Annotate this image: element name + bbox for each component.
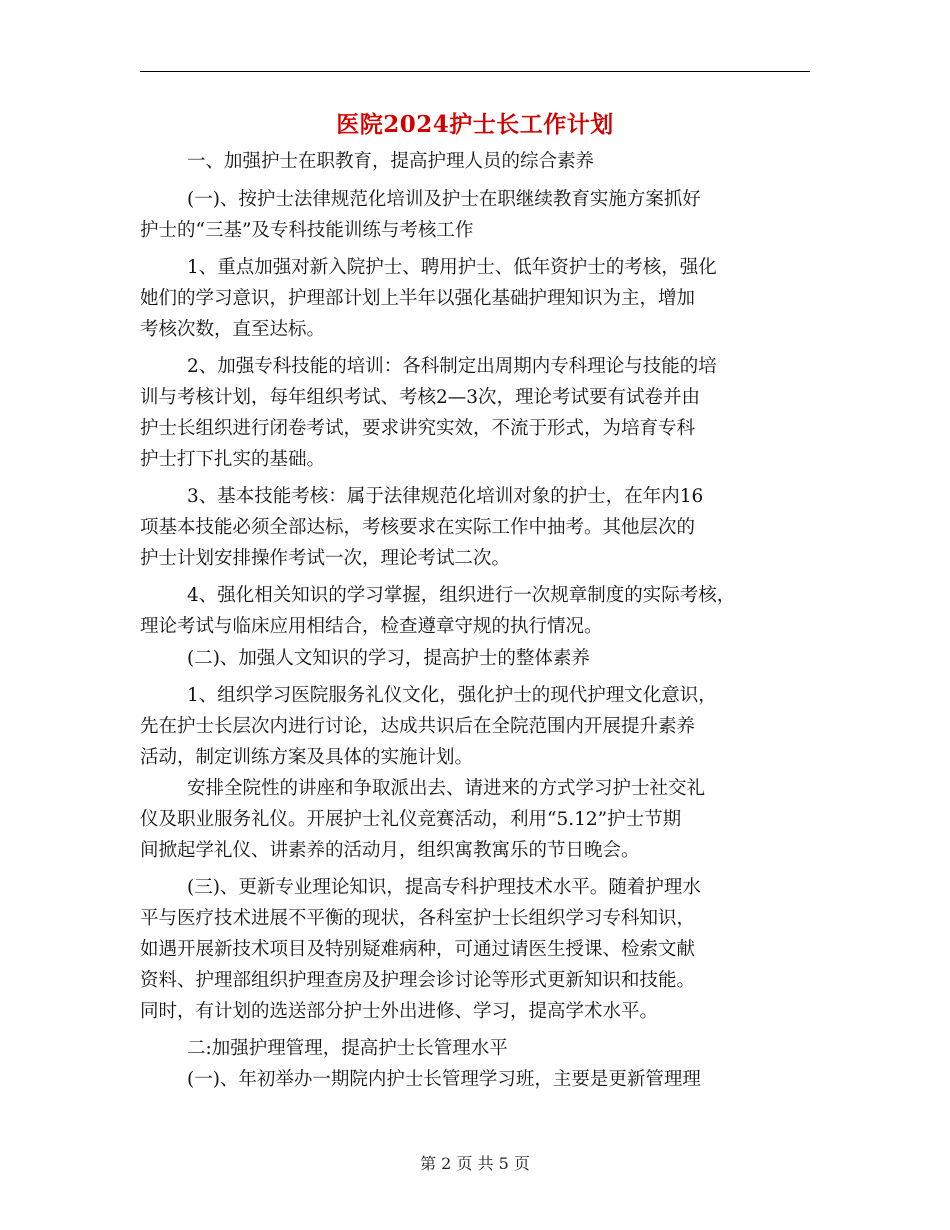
body-line: 间掀起学礼仪、讲素养的活动月，组织寓教寓乐的节日晚会。	[140, 840, 640, 861]
document-title: 医院2024护士长工作计划	[336, 111, 614, 138]
body-line: 二:加强护理管理，提高护士长管理水平	[187, 1038, 508, 1059]
body-line: 2、加强专科技能的培训：各科制定出周期内专科理论与技能的培	[187, 356, 717, 377]
body-line: 护士的“三基”及专科技能训练与考核工作	[140, 220, 474, 241]
body-line: (一)、按护士法律规范化培训及护士在职继续教育实施方案抓好	[187, 189, 701, 210]
body-line: 理论考试与临床应用相结合，检查遵章守规的执行情况。	[140, 616, 603, 637]
body-line: 安排全院性的讲座和争取派出去、请进来的方式学习护士社交礼	[187, 778, 706, 799]
body-line: (一)、年初举办一期院内护士长管理学习班，主要是更新管理理	[187, 1069, 701, 1090]
body-line: 平与医疗技术进展不平衡的现状，各科室护士长组织学习专科知识，	[140, 908, 696, 929]
body-line: 活动，制定训练方案及具体的实施计划。	[140, 747, 474, 768]
body-line: 先在护士长层次内进行讨论，达成共识后在全院范围内开展提升素养	[140, 716, 696, 737]
body-line: 1、重点加强对新入院护士、聘用护士、低年资护士的考核，强化	[187, 257, 717, 278]
body-line: 一、加强护士在职教育，提高护理人员的综合素养	[187, 151, 595, 172]
body-line: 护士计划安排操作考试一次，理论考试二次。	[140, 548, 511, 569]
body-line: 护士打下扎实的基础。	[140, 449, 326, 470]
body-line: 项基本技能必须全部达标，考核要求在实际工作中抽考。其他层次的	[140, 517, 696, 538]
body-line: 1、组织学习医院服务礼仪文化，强化护士的现代护理文化意识，	[187, 685, 717, 706]
header-rule	[140, 71, 810, 72]
body-line: 她们的学习意识，护理部计划上半年以强化基础护理知识为主，增加	[140, 288, 696, 309]
body-line: 护士长组织进行闭卷考试，要求讲究实效，不流于形式，为培育专科	[140, 418, 696, 439]
body-line: 仪及职业服务礼仪。开展护士礼仪竞赛活动，利用“5.12”护士节期	[140, 809, 682, 830]
body-line: 如遇开展新技术项目及特别疑难病种，可通过请医生授课、检索文献	[140, 939, 696, 960]
body-line: 4、强化相关知识的学习掌握，组织进行一次规章制度的实际考核，	[187, 585, 736, 606]
body-line: 考核次数，直至达标。	[140, 319, 326, 340]
page-number: 第 2 页 共 5 页	[420, 1154, 530, 1173]
body-line: (二)、加强人文知识的学习，提高护士的整体素养	[187, 648, 590, 669]
body-line: 资料、护理部组织护理查房及护理会诊讨论等形式更新知识和技能。	[140, 970, 696, 991]
body-line: 训与考核计划，每年组织考试、考核2—3次，理论考试要有试卷并由	[140, 387, 701, 408]
body-line: 3、基本技能考核：属于法律规范化培训对象的护士，在年内16	[187, 486, 704, 507]
body-line: 同时，有计划的选送部分护士外出进修、学习，提高学术水平。	[140, 1001, 659, 1022]
body-line: (三)、更新专业理论知识，提高专科护理技术水平。随着护理水	[187, 877, 701, 898]
